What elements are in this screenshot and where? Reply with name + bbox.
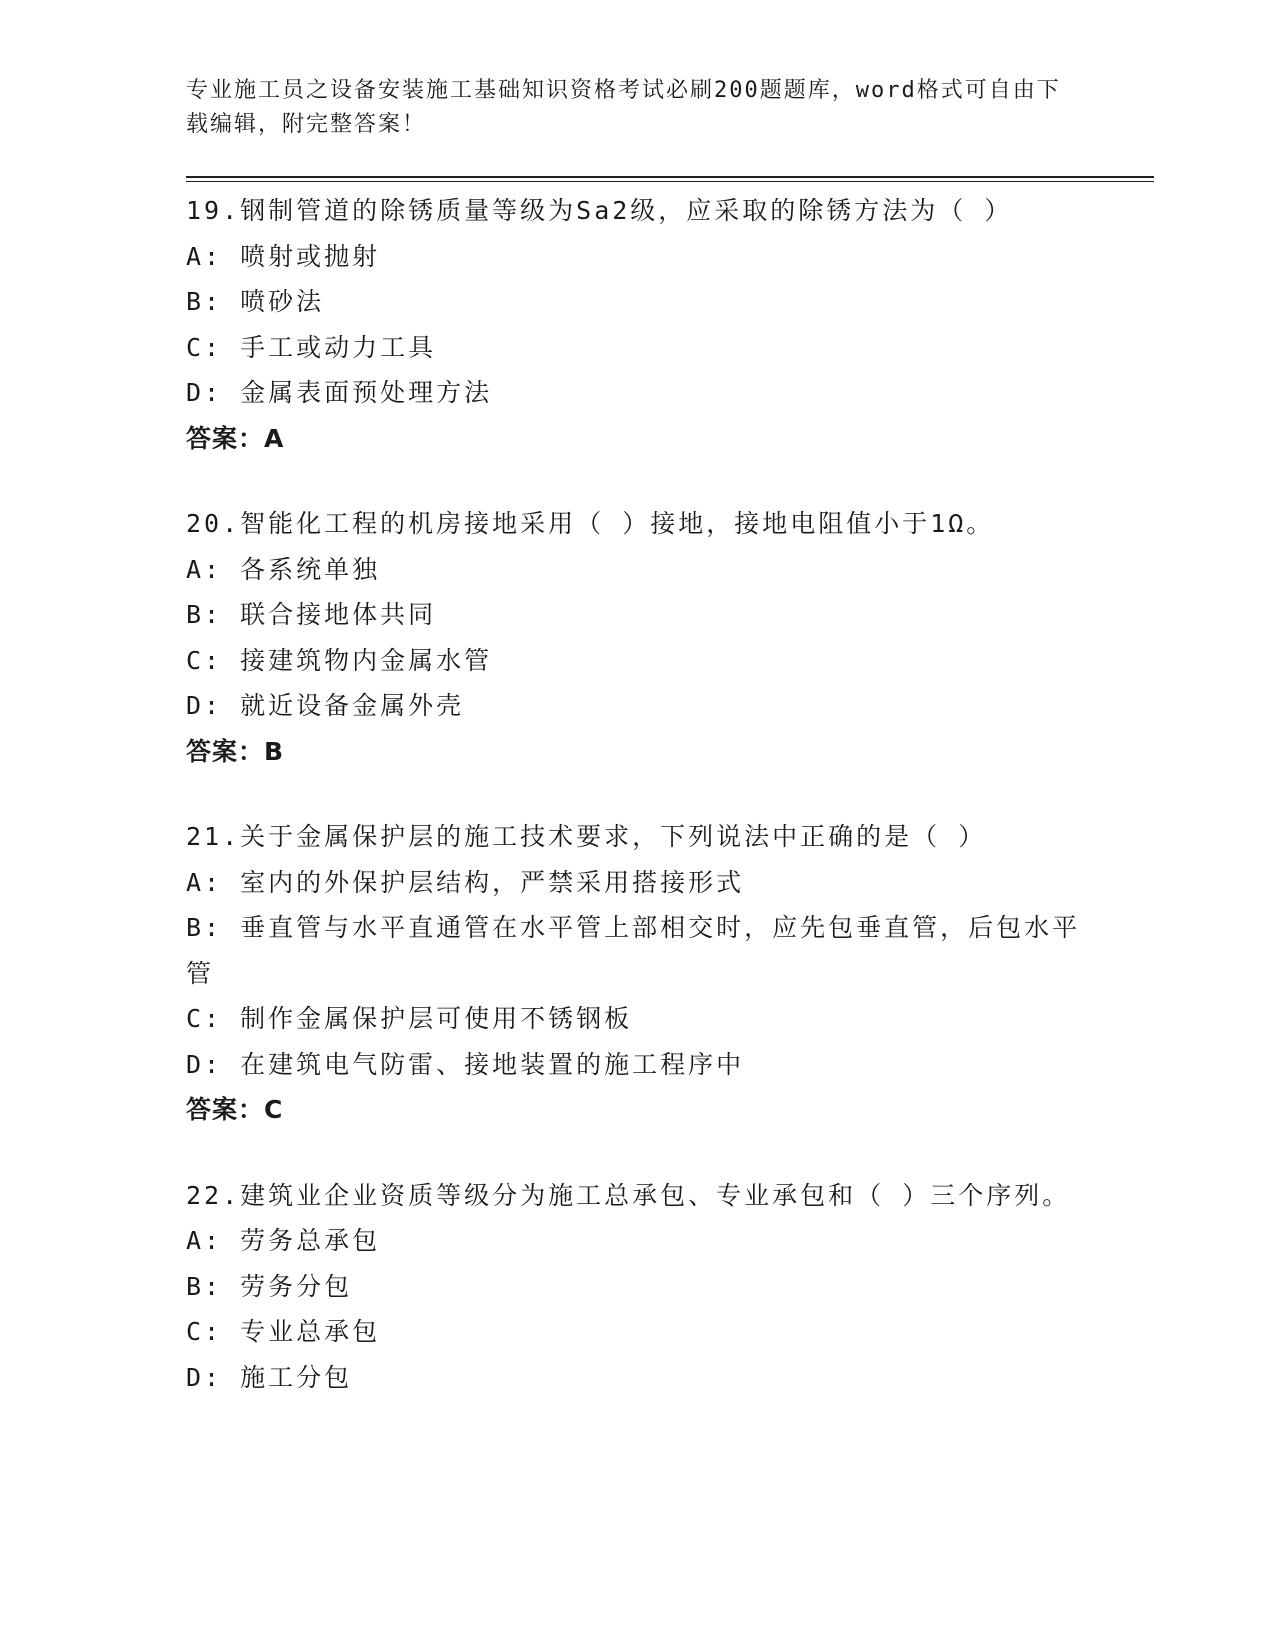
question-list bbox=[186, 188, 1086, 1440]
question-stem: 20.智能化工程的机房接地采用（ ）接地，接地电阻值小于1Ω。 bbox=[186, 509, 995, 538]
option-a: A: 喷射或抛射 bbox=[186, 241, 381, 271]
question-21 bbox=[186, 814, 1086, 1133]
option-c: C: 专业总承包 bbox=[186, 1317, 381, 1346]
option-d: D: 就近设备金属外壳 bbox=[186, 691, 465, 720]
option-a: A: 室内的外保护层结构，严禁采用搭接形式 bbox=[186, 867, 745, 897]
option-d: D: 在建筑电气防雷、接地装置的施工程序中 bbox=[186, 1049, 745, 1079]
option-c: C: 制作金属保护层可使用不锈钢板 bbox=[186, 1004, 633, 1033]
header-divider-thin bbox=[186, 181, 1154, 182]
question-stem: 19.钢制管道的除锈质量等级为Sa2级，应采取的除锈方法为（ ） bbox=[186, 196, 1013, 225]
question-19 bbox=[186, 188, 1086, 461]
question-20 bbox=[186, 501, 1086, 774]
question-stem: 21.关于金属保护层的施工技术要求，下列说法中正确的是（ ） bbox=[186, 822, 987, 851]
answer-label: 答案：A bbox=[186, 423, 285, 453]
header-divider-thick bbox=[186, 176, 1154, 178]
document-header: 专业施工员之设备安装施工基础知识资格考试必刷200题题库，word格式可自由下载编辑，附完整答案！ bbox=[186, 78, 1061, 137]
option-b: B: 联合接地体共同 bbox=[186, 600, 437, 629]
answer-label: 答案：C bbox=[186, 1095, 284, 1124]
answer-label: 答案：B bbox=[186, 736, 285, 766]
question-stem: 22.建筑业企业资质等级分为施工总承包、专业承包和（ ）三个序列。 bbox=[186, 1180, 1071, 1210]
option-b: B: 垂直管与水平直通管在水平管上部相交时，应先包垂直管，后包水平管 bbox=[186, 913, 1081, 988]
option-c: C: 接建筑物内金属水管 bbox=[186, 645, 493, 675]
option-b: B: 劳务分包 bbox=[186, 1271, 353, 1301]
option-a: A: 劳务总承包 bbox=[186, 1226, 381, 1255]
question-22 bbox=[186, 1173, 1086, 1401]
option-a: A: 各系统单独 bbox=[186, 554, 381, 584]
option-c: C: 手工或动力工具 bbox=[186, 332, 437, 362]
option-d: D: 施工分包 bbox=[186, 1362, 353, 1392]
option-d: D: 金属表面预处理方法 bbox=[186, 378, 493, 407]
option-b: B: 喷砂法 bbox=[186, 287, 325, 316]
